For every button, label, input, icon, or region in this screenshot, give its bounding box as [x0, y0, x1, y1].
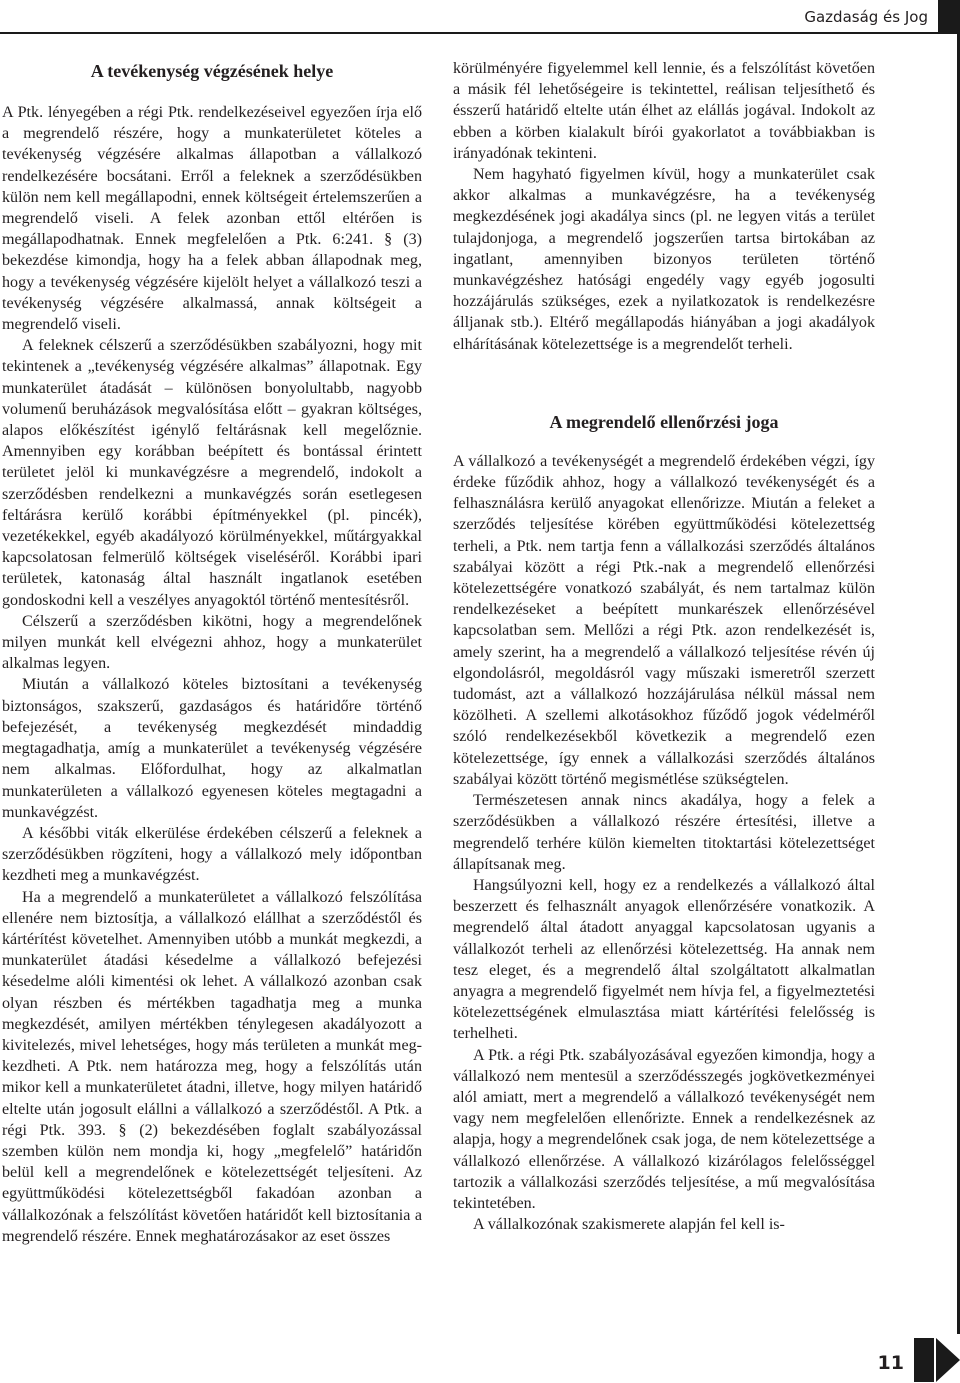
paragraph: A vállalkozónak szakismerete alapján fel kell is-: [473, 1216, 785, 1234]
paragraph: A Ptk. lényegében a régi Ptk. rendelkezéseivel egyezően írja elő a megrendelő részére, hogy a munkaterületet köteles a tevékenység végzésére alkalmas állapotban a vállalkozó rendelkezésére bocsátani. Erről a feleknek a szerződésükben külön nem kell megállapodni, ennek költségeit értelemszerűen a megrendelő viseli. A felek azonban ettől eltérően is megállapodhatnak. Ennek megfelelően a Ptk. 6:241. § (3) bekezdése kimondja, hogy ha a felek abban állapodnak meg, hogy a tevékenység végzésére kijelölt helyet a vállalkozó teszi a tevékenység végzésére alkalmassá, annak költségeit a megrendelő viseli.: [2, 104, 422, 334]
paragraph: Célszerű a szerződésben kikötni, hogy a megrendelőnek milyen munkát kell elvégezni ahhoz, hogy a munkaterület alkalmas legyen.: [2, 612, 422, 673]
paragraph: Nem hagyható figyelmen kívül, hogy a munkaterület csak akkor alkalmas a munkavégzésre, ha a tevékenység megkezdésének jogi akadálya sincs (pl. ne legyen vitás a terület tulajdonjoga, a megrendelő jogszerűen tartsa birtokában az ingatlant, amennyiben bizonyos területen történő munkavégzéshez hatósági engedély vagy egyéb jogosulti hozzájárulás szükséges, ezek a nyilatkozatok is rendelkezésre álljanak stb.). Eltérő megállapodás hiányában a jogi akadályok elhárításának kötelezettsége is a megrendelőt terheli.: [453, 166, 875, 353]
left-column: [2, 60, 422, 1247]
paragraph: Ha a megrendelő a munkaterületet a vállalkozó felszólítása ellenére nem biztosítja, a vállalkozó elállhat a szerződéstől és kártérítést követelhet. Amennyiben utóbb a munkát megkezdi, a munkaterület átadási késedelme a vállalkozó befejezési késedelme alóli kimentési ok lehet. A vállalkozó azonban csak olyan részben és mértékben tagadhatja meg a munka megkezdését, amilyen mértékben ténylegesen akadályozott a kivitelezés, mivel lehetséges, hogy más területen a munkát megkezdheti. A Ptk. nem határozza meg, hogy a felszólítás után mikor kell a munkaterületet átadni, illetve, hogy milyen határidő eltelte után jogosult elállni a vállalkozó a szerződéstől. A Ptk. a régi Ptk. 393. § (2) bekezdésében foglalt szabályozással szemben külön nem mondja ki, hogy „megfelelő” határidőn belül kell a megrendelőnek e kötelezettségét teljesíteni. Az együttműködési kötelezettségből fakadóan azonban a vállalkozónak a felszólítást követően határidőt kell biztosítania a megrendelő részére. Ennek meghatározásakor az eset összes: [2, 888, 422, 1245]
paragraph: A Ptk. a régi Ptk. szabályozásával egyezően kimondja, hogy a vállalkozó nem mentesül a szerződésszegés jogkövetkezményei alól amiatt, mert a megrendelő a vállalkozó tevékenységét nem vagy nem megfelelően ellenőrizte. Ennek a rendelkezésnek az alapja, hogy a megrendelőnek csak joga, de nem kötelezettsége a vállalkozó ellenőrzése. A vállalkozó kizárólagos felelősséggel tartozik a vállalkozási szerződés teljesítése, a mű megvalósítása tekintetében.: [453, 1046, 875, 1212]
right-column: [453, 58, 875, 1235]
paragraph: A vállalkozó a tevékenységét a megrendelő érdekében végzi, így érdeke fűződik ahhoz, hogy a vállalkozó tevékenységét és a felhasználásra kerülő anyagokat ellenőrizze. Miután a feleket a szerződés teljesítése körében együttműködési kötelezettség terheli, a Ptk. nem tartja fenn a vállalkozási szerződés általános szabályai között a régi Ptk.-nak a megrendelő ellenőrzési kötelezettségére vonatkozó szabályát, és nem tartalmaz külön rendelkezéseket a beépített munkarészek ellenőrzésével kapcsolatban sem. Mellőzi a régi Ptk. azon rendelkezését is, amely szerint, ha a megrendelő a vállalkozó teljesítése révén új elgondolásról, megoldásról vagy műszaki ismeretről szerzett tudomást, azt a vállalkozó hozzájárulása nélkül mással nem közölheti. A szellemi alkotásokhoz fűződő jogok védelméről szóló rendelkezésekből következik a megrendelő ezen kötelezettsége, így ennek a vállalkozási szerződés általános szabályai között történő megismétlése szükségtelen.: [453, 452, 875, 788]
paragraph: Természetesen annak nincs akadálya, hogy a felek a szerződésükben a vállalkozó részére értesítési, illetve a megrendelő terhére külön kiemelten titoktartási kötelezettséget állapítsanak meg.: [453, 792, 875, 873]
paragraph: Hangsúlyozni kell, hogy ez a rendelkezés a vállalkozó által beszerzett és felhasznált anyagok ellenőrzésére vonatkozik. A megrendelő által átadott anyaggal kapcsolatosan ugyanis a vállalkozót terheli az ellenőrzési kötelezettség. Ha annak nem tesz eleget, és a megrendelő által szolgáltatott alkalmatlan anyagra a megrendelő figyelmét nem hívja fel, a figyelmeztetési kötelezettségének elmulasztása miatt kártérítési felelősség is terhelheti.: [453, 876, 875, 1043]
paragraph: A későbbi viták elkerülése érdekében célszerű a feleknek a szerződésükben rögzíteni, hogy a vállalkozó mely időpontban kezdheti meg a munkavégzést.: [2, 824, 422, 885]
section-heading-inspection: A megrendelő ellenőrzési joga: [549, 411, 779, 432]
section-title: Gazdaság és Jog: [804, 8, 928, 26]
paragraph: körülményére figyelemmel kell lennie, és a felszólítást követően a másik fél lehetőségeire is tekintettel, reálisan teljesíthető és ésszerű határidő eltelte után élhet az elállás jogával. Indokolt az ebben a körben kialakult bírói gyakorlatot a továbbiakban is irányadónak tekinteni.: [453, 60, 875, 162]
next-page-arrow-icon: [936, 1338, 960, 1382]
header-corner-block: [938, 0, 960, 34]
paragraph: Miután a vállalkozó köteles biztosítani a tevékenység biztonságos, szakszerű, gazdaságos és határidőre történő befejezését, a tevékenység megkezdését mindaddig megtagadhatja, amíg a munkaterület a tevékenység végzésére nem alkalmas. Előfordulhat, hogy az alkalmatlan munkaterületen a vállalkozó egyenesen köteles megtagadni a munkavégzést.: [2, 676, 422, 821]
footer-block: [914, 1338, 934, 1382]
page-number: 11: [877, 1352, 904, 1374]
running-header: [0, 0, 960, 34]
section-heading-workplace: A tevékenység végzésének helye: [90, 61, 334, 81]
paragraph: A feleknek célszerű a szerződésükben szabályozni, hogy mit tekintenek a „tevékenység végzésére alkalmas” állapotnak. Egy munkaterület átadását – különösen bonyolultabb, nagyobb volumenű beruházások megvalósítása előtt – gyakran költséges, alapos előkészítést igénylő feltárásnak kell megelőznie. Amennyiben egy korábban beépített és bontással érintett területet jelöl ki munkavégzésre a megrendelő, indokolt a szerződésben rendelkezni a munkavégzés során esetlegesen feltárásra kerülő korábbi építményekkel (pl. pincék), vezetékekkel, egyéb akadályozó körülményekkel, műtárgyakkal kapcsolatosan felmerülő költségek viseléséről. Korábbi ipari területek, katonaság által használt ingatlanok esetében gondoskodni kell a veszélyes anyagoktól történő mentesítésről.: [2, 337, 422, 609]
header-rule: [0, 32, 960, 34]
